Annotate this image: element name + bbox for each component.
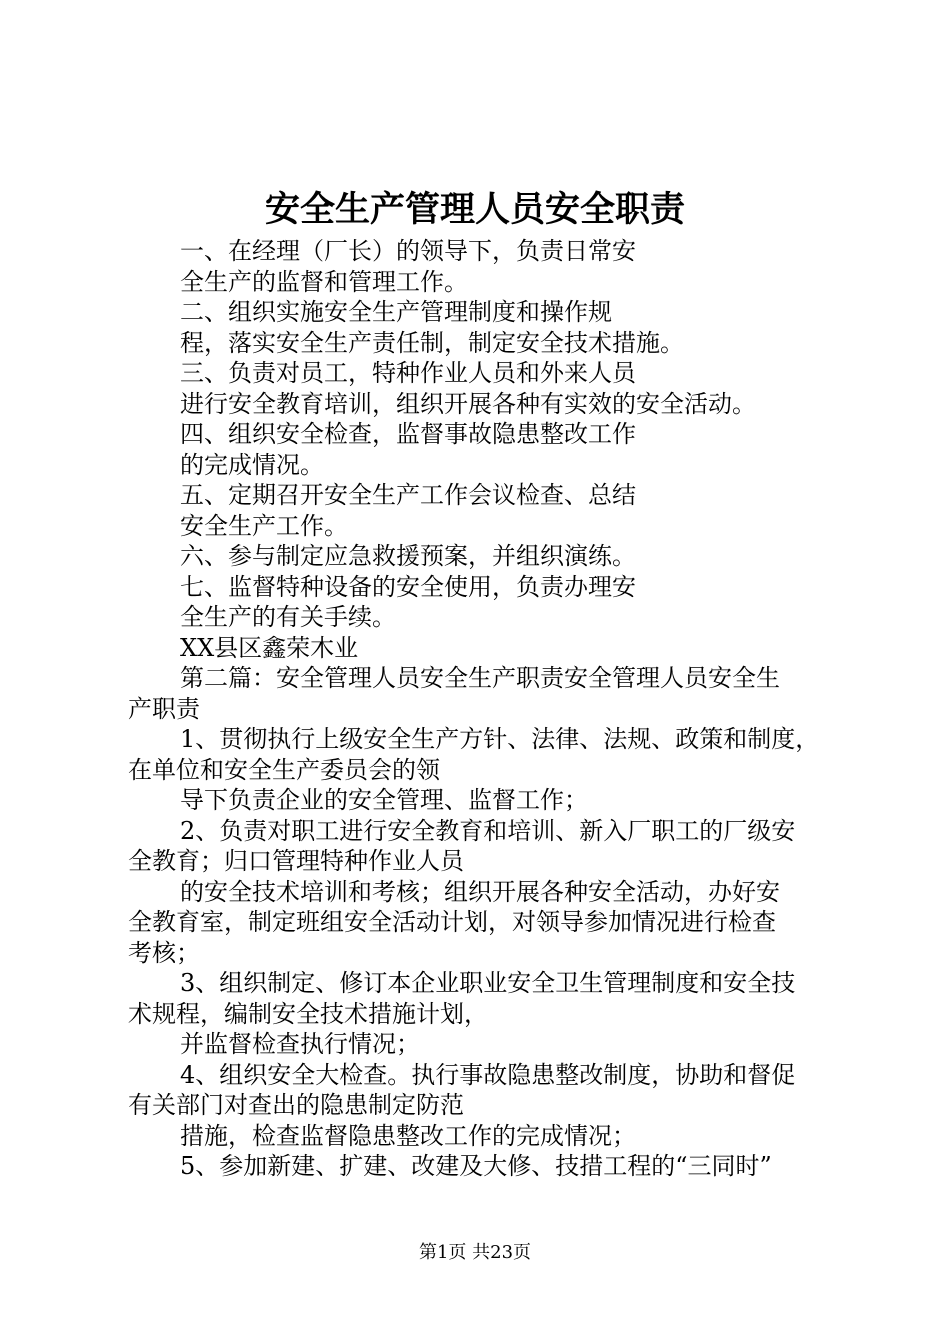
body-line: 措施，检查监督隐患整改工作的完成情况； xyxy=(180,1121,636,1150)
body-line: XX县区鑫荣木业 xyxy=(180,633,359,662)
body-line: 并监督检查执行情况； xyxy=(180,1030,420,1058)
body-line: 1、贯彻执行上级安全生产方针、法律、法规、政策和制度， xyxy=(180,725,820,753)
body-line: 4、组织安全大检查。执行事故隐患整改制度，协助和督促 xyxy=(180,1060,796,1089)
body-line: 七、监督特种设备的安全使用，负责办理安 xyxy=(180,572,636,601)
document-title: 安全生产管理人员安全职责 xyxy=(264,189,685,230)
body-line: 一、在经理（厂长）的领导下，负责日常安 xyxy=(180,237,636,265)
body-line: 三、负责对员工，特种作业人员和外来人员 xyxy=(180,359,636,387)
body-line: 六、参与制定应急救援预案，并组织演练。 xyxy=(180,542,636,570)
body-line: 进行安全教育培训，组织开展各种有实效的安全活动。 xyxy=(180,389,756,418)
body-line: 2、负责对职工进行安全教育和培训、新入厂职工的厂级安 xyxy=(180,816,796,845)
body-line: 全教育；归口管理特种作业人员 xyxy=(128,847,464,875)
document-body xyxy=(128,236,840,1182)
body-line: 产职责 xyxy=(128,694,200,723)
body-line: 在单位和安全生产委员会的领 xyxy=(128,755,440,784)
body-line: 3、组织制定、修订本企业职业安全卫生管理制度和安全技 xyxy=(180,969,796,997)
body-line: 导下负责企业的安全管理、监督工作； xyxy=(180,786,588,814)
body-line: 5、参加新建、扩建、改建及大修、技措工程的“三同时” xyxy=(180,1152,772,1180)
body-line: 四、组织安全检查，监督事故隐患整改工作 xyxy=(180,420,636,448)
page-footer: 第1页 共23页 xyxy=(418,1242,532,1263)
body-line: 全生产的有关手续。 xyxy=(180,603,396,631)
body-line: 考核； xyxy=(128,938,200,967)
body-line: 二、组织实施安全生产管理制度和操作规 xyxy=(180,298,612,326)
body-line: 安全生产工作。 xyxy=(180,511,348,540)
body-line: 术规程，编制安全技术措施计划， xyxy=(128,999,488,1028)
body-line: 全教育室，制定班组安全活动计划，对领导参加情况进行检查 xyxy=(128,908,776,936)
body-line: 的安全技术培训和考核；组织开展各种安全活动，办好安 xyxy=(180,877,780,906)
body-line: 有关部门对查出的隐患制定防范 xyxy=(128,1091,464,1119)
body-line: 五、定期召开安全生产工作会议检查、总结 xyxy=(180,481,636,509)
body-line: 的完成情况。 xyxy=(180,450,324,479)
body-line: 第二篇：安全管理人员安全生产职责安全管理人员安全生 xyxy=(180,664,780,692)
body-line: 全生产的监督和管理工作。 xyxy=(180,267,468,296)
body-line: 程，落实安全生产责任制，制定安全技术措施。 xyxy=(180,328,684,357)
